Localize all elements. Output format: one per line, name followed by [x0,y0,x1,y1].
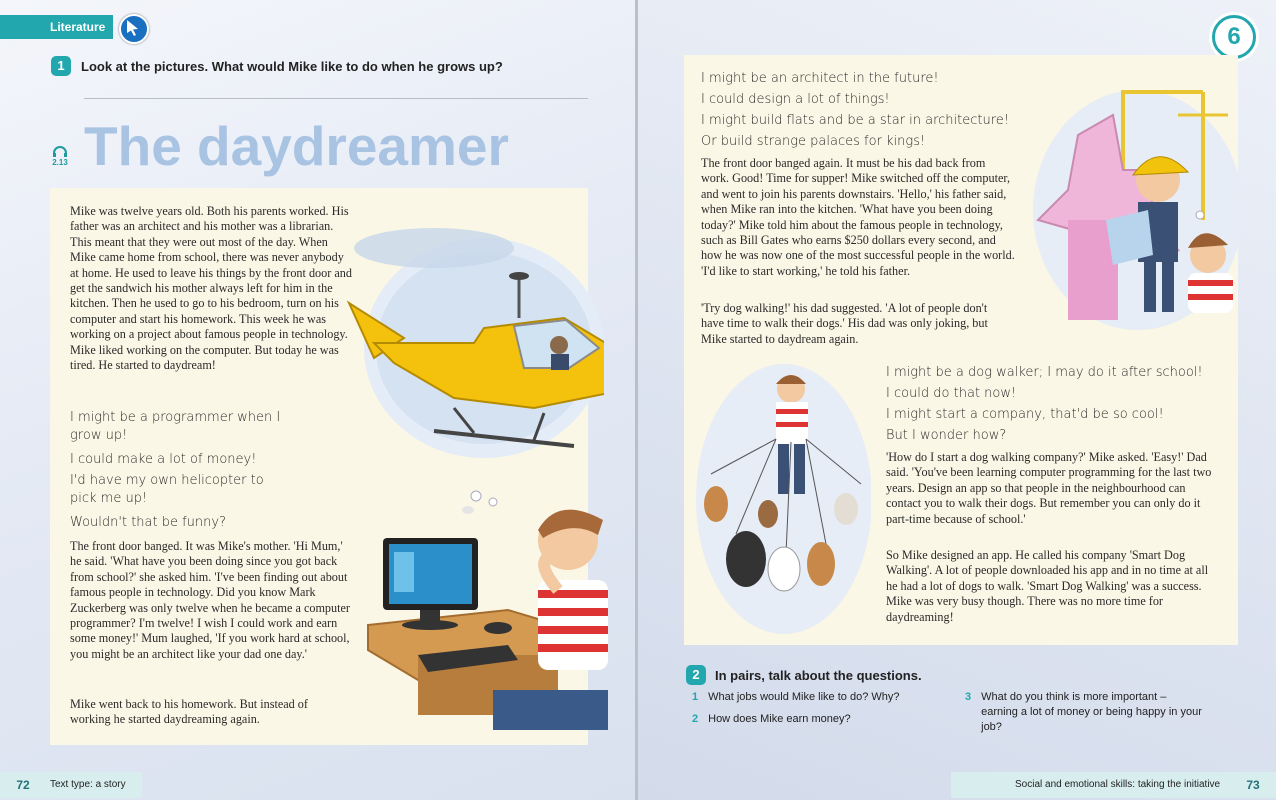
footer-text-right: Social and emotional skills: taking the initiative [1015,779,1221,790]
story-paragraph-7: So Mike designed an app. He called his company 'Smart Dog Walking'. A lot of people downloaded his app and in no time at all he had a lot of dogs to walk. 'Smart Dog Walking' was a success. Mike was very busy though. There was no more time for daydreaming! [886,548,1209,624]
question-item [692,690,952,705]
audio-track-number: 2.13 [52,158,68,167]
activity-1 [51,56,503,76]
story-paragraph-2: The front door banged. It was Mike's mother. 'Hi Mum,' he said. 'What have you been doing since you got back from school?' she asked him. 'I've been finding out about famous people in technology. Did you know Mark Zuckerberg was only twelve when he became a computer programmer? I'm twelve! I wish I could work and earn some money!' Mum laughed, 'If you work hard at school, you might be an architect like your dad one day.' [70,539,350,661]
divider [84,98,588,99]
poem-2-line: I could design a lot of things! [701,92,890,107]
architect-illustration [1028,80,1243,345]
audio-track[interactable] [52,146,68,167]
activity-2-text: In pairs, talk about the questions. [715,667,922,683]
poem-3-line: I could do that now! [886,386,1017,401]
unit-number-badge: 6 [1212,15,1256,59]
page-number-right: 73 [1246,778,1260,792]
footer-text-left: Text type: a story [50,779,126,790]
story-paragraph-1: Mike was twelve years old. Both his parents worked. His father was an architect and his mother was a librarian. This meant that they were out most of the day. When Mike came home from school, there was never anybody at home. He used to leave his things by the front door and get the sandwich his mother always left for him in the kitchen. Then he used to go to his bedroom, turn on his computer and start his homework. This week he was working on a project about famous people in technology. Mike liked working on the computer. But today he was tired. He started to daydream! [70,204,352,373]
story-paragraph-4: The front door banged again. It must be his dad back from work. Good! Time for supper! Mike switched off the computer, and went to join his parents downstairs. 'Hello,' his father said, when Mike ran into the kitchen. 'What have you been doing today?' Mike told him about the famous people in technology, such as Bill Gates who earns $250 dollars every second, and how he was now one of the most successful people in the world. 'I'd like to start working,' he told his father. [701,156,1015,278]
page-title: The daydreamer [84,115,509,177]
poem-3-line: But I wonder how? [886,428,1007,443]
poem-2-line: I might build flats and be a star in architecture! [701,113,1010,128]
question-text: What do you think is more important – earning a lot of money or being happy in your job? [981,691,1202,733]
helicopter-illustration [334,218,604,463]
dog-walker-illustration [696,364,871,634]
question-number: 3 [965,691,972,703]
question-text: How does Mike earn money? [708,713,851,725]
question-item [692,712,952,727]
cursor-icon[interactable] [119,14,149,44]
activity-1-text: Look at the pictures. What would Mike like to do when he grows up? [81,58,503,74]
poem-2-line: I might be an architect in the future! [701,71,939,86]
poem-2 [701,68,1021,152]
question-number: 1 [692,691,699,703]
poem-1-line: I might be a programmer when I grow up! [70,410,281,443]
thought-bubble-dots [468,488,508,508]
story-paragraph-6: 'How do I start a dog walking company?' Mike asked. 'Easy!' Dad said. 'You've been learning computer programming for the last two years. Design an app so that people in the neighbourhood can contact you to walk their dogs. But remember you can only do it part-time because of school.' [886,450,1212,526]
activity-1-number: 1 [51,56,71,76]
poem-1-line: I could make a lot of money! [70,452,257,467]
poem-1-line: I'd have my own helicopter to pick me up! [70,473,264,506]
story-paragraph-3: Mike went back to his homework. But instead of working he started daydreaming again. [70,697,308,727]
poem-2-line: Or build strange palaces for kings! [701,134,926,149]
left-page [0,0,635,800]
activity-2 [686,665,922,685]
question-text: What jobs would Mike like to do? Why? [708,691,900,703]
poem-3 [886,362,1226,446]
activity-2-number: 2 [686,665,706,685]
section-tab: Literature [0,15,113,39]
page-number-left: 72 [16,778,30,792]
poem-3-line: I might be a dog walker; I may do it after school! [886,365,1203,380]
headphones-icon [52,146,68,158]
right-page [638,0,1276,800]
question-number: 2 [692,713,699,725]
story-paragraph-5: 'Try dog walking!' his dad suggested. 'A lot of people don't have time to walk their dogs.' His dad was only joking, but Mike started to daydream again. [701,301,988,346]
poem-1 [70,409,285,533]
poem-3-line: I might start a company, that'd be so cool! [886,407,1164,422]
poem-1-line: Wouldn't that be funny? [70,515,226,530]
computer-boy-illustration [358,500,608,730]
question-item [965,690,1205,735]
